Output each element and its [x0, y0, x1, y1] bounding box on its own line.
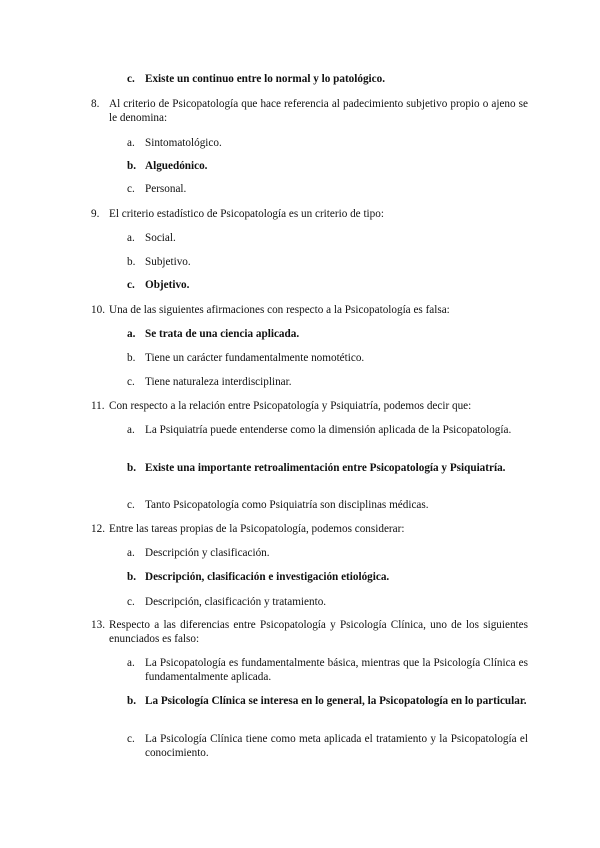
- option-text: Subjetivo.: [145, 256, 191, 268]
- option-letter: b.: [127, 571, 137, 583]
- option-letter: c.: [127, 73, 135, 85]
- option-letter: a.: [127, 328, 136, 340]
- option-13a: [127, 656, 528, 684]
- question-text: Con respecto a la relación entre Psicopatología y Psiquiatría, podemos decir que:: [109, 400, 472, 412]
- question-number: 10.: [91, 304, 105, 316]
- question-number: 8.: [91, 98, 100, 110]
- option-13b: [127, 694, 528, 708]
- option-letter: c.: [127, 733, 135, 745]
- question-13: [91, 618, 528, 646]
- option-10b: [127, 351, 528, 365]
- option-letter: c.: [127, 376, 135, 388]
- option-text: Descripción, clasificación y tratamiento.: [145, 596, 327, 608]
- option-12c: [127, 595, 528, 609]
- option-text: Objetivo.: [145, 279, 190, 291]
- option-text: Existe un continuo entre lo normal y lo patológico.: [145, 73, 386, 85]
- question-9: [91, 207, 528, 221]
- question-12: [91, 522, 528, 536]
- question-text: Al criterio de Psicopatología que hace referencia al padecimiento subjetivo propio o ajeno se le denomina:: [109, 98, 528, 124]
- option-letter: a.: [127, 137, 135, 149]
- option-letter: b.: [127, 695, 137, 707]
- question-text: El criterio estadístico de Psicopatología es un criterio de tipo:: [109, 208, 384, 220]
- option-letter: b.: [127, 160, 137, 172]
- option-text: Se trata de una ciencia aplicada.: [145, 328, 300, 340]
- option-text: La Psicología Clínica se interesa en lo general, la Psicopatología en lo particular.: [145, 695, 527, 707]
- question-text: Entre las tareas propias de la Psicopatología, podemos considerar:: [109, 523, 405, 535]
- question-8: [91, 97, 528, 125]
- question-number: 13.: [91, 619, 105, 631]
- option-text: Social.: [145, 232, 176, 244]
- option-11b: [127, 461, 528, 475]
- option-letter: c.: [127, 279, 135, 291]
- option-text: Personal.: [145, 183, 187, 195]
- question-number: 11.: [91, 400, 105, 412]
- question-text: Respecto a las diferencias entre Psicopatología y Psicología Clínica, uno de los siguientes enunciados es falso:: [109, 619, 528, 645]
- option-11c: [127, 498, 528, 512]
- option-text: La Psicología Clínica tiene como meta aplicada el tratamiento y la Psicopatología el conocimiento.: [145, 733, 528, 759]
- option-9a: [127, 231, 528, 245]
- option-text: Descripción, clasificación e investigación etiológica.: [145, 571, 390, 583]
- option-text: Existe una importante retroalimentación entre Psicopatología y Psiquiatría.: [145, 462, 506, 474]
- question-11: [91, 399, 528, 413]
- option-text: Descripción y clasificación.: [145, 547, 270, 559]
- option-11a: [127, 423, 528, 437]
- question-10: [91, 303, 528, 317]
- option-8b: [127, 159, 528, 173]
- option-letter: b.: [127, 352, 136, 364]
- option-text: Alguedónico.: [145, 160, 208, 172]
- option-text: Tiene un carácter fundamentalmente nomotético.: [145, 352, 365, 364]
- option-13c: [127, 732, 528, 760]
- option-12b: [127, 570, 528, 584]
- option-9b: [127, 255, 528, 269]
- option-letter: c.: [127, 183, 135, 195]
- option-text: Tanto Psicopatología como Psiquiatría son disciplinas médicas.: [145, 499, 429, 511]
- option-text: Tiene naturaleza interdisciplinar.: [145, 376, 292, 388]
- option-12a: [127, 546, 528, 560]
- option-letter: a.: [127, 657, 135, 669]
- option-letter: c.: [127, 499, 135, 511]
- option-text: La Psiquiatría puede entenderse como la dimensión aplicada de la Psicopatología.: [145, 424, 512, 436]
- option-letter: a.: [127, 424, 135, 436]
- option-8c: [127, 182, 528, 196]
- option-letter: b.: [127, 462, 137, 474]
- option-9c: [127, 278, 528, 292]
- option-10c: [127, 375, 528, 389]
- option-8a: [127, 136, 528, 150]
- question-text: Una de las siguientes afirmaciones con respecto a la Psicopatología es falsa:: [109, 304, 450, 316]
- option-10a: [127, 327, 528, 341]
- option-7c: [127, 72, 528, 86]
- option-letter: a.: [127, 547, 135, 559]
- option-letter: b.: [127, 256, 136, 268]
- question-number: 9.: [91, 208, 100, 220]
- option-letter: a.: [127, 232, 135, 244]
- option-text: Sintomatológico.: [145, 137, 222, 149]
- option-letter: c.: [127, 596, 135, 608]
- option-text: La Psicopatología es fundamentalmente básica, mientras que la Psicología Clínica es fundamentalmente aplicada.: [145, 657, 528, 683]
- question-number: 12.: [91, 523, 105, 535]
